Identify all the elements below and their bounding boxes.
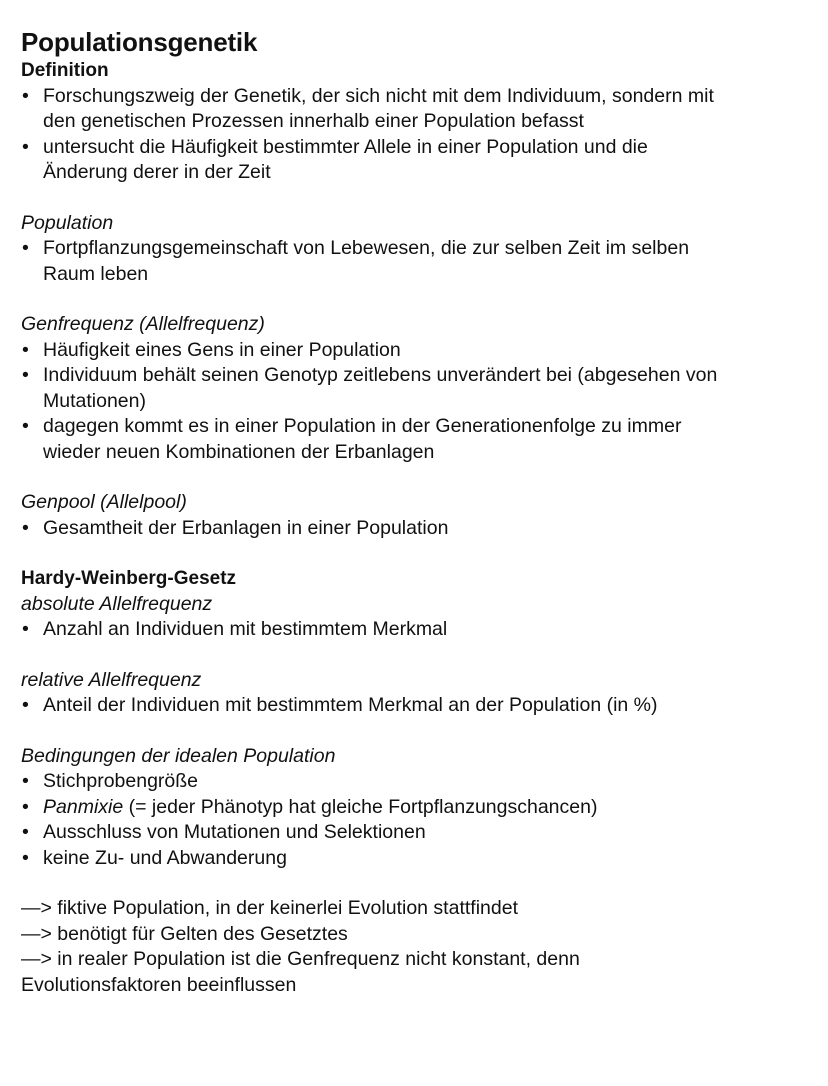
section-heading-hardy-weinberg: Hardy-Weinberg-Gesetz: [21, 568, 237, 589]
relative-list: [21, 693, 811, 719]
bullet-icon: •: [22, 694, 29, 716]
conclusion-line: —> in realer Population ist die Genfrequenz nicht konstant, denn: [21, 948, 580, 970]
list-item: • Anzahl an Individuen mit bestimmtem Merkmal: [21, 617, 811, 643]
genfrequenz-list: [21, 338, 811, 466]
section-population: [21, 211, 811, 288]
spacer: [21, 643, 811, 668]
panmixie-term: Panmixie: [43, 795, 124, 818]
list-item: • dagegen kommt es in einer Population in der Generationenfolge zu immer wieder neuen Kombinationen der Erbanlagen: [22, 415, 682, 463]
bullet-icon: •: [22, 770, 29, 792]
spacer: [21, 465, 811, 490]
list-item: • Häufigkeit eines Gens in einer Population: [21, 338, 811, 364]
section-heading-population: Population: [21, 211, 114, 234]
bullet-icon: •: [22, 415, 29, 437]
population-list: [21, 236, 811, 287]
bullet-icon: •: [22, 237, 29, 259]
list-item: • Stichprobengröße: [21, 769, 811, 795]
section-heading-genpool: Genpool (Allelpool): [21, 491, 187, 513]
spacer: [21, 719, 811, 744]
genpool-list: [21, 516, 811, 542]
list-item: • Ausschluss von Mutationen und Selektionen: [21, 820, 811, 846]
conclusions: [21, 896, 811, 998]
conclusion-line: —> fiktive Population, in der keinerlei Evolution stattfindet: [21, 897, 518, 919]
list-item: • untersucht die Häufigkeit bestimmter Allele in einer Population und die Änderung derer in der Zeit: [22, 135, 648, 183]
conclusion-line: Evolutionsfaktoren beeinflussen: [21, 973, 297, 996]
absolute-list: [21, 617, 811, 643]
spacer: [21, 287, 811, 312]
section-hardy-weinberg: [21, 566, 811, 998]
subheading-absolute-allelfrequenz: absolute Allelfrequenz: [21, 592, 213, 615]
list-item: • Fortpflanzungsgemeinschaft von Lebewesen, die zur selben Zeit im selben Raum leben: [22, 237, 690, 285]
section-heading-genfrequenz: Genfrequenz (Allelfrequenz): [21, 313, 265, 335]
list-item: • Individuum behält seinen Genotyp zeitlebens unverändert bei (abgesehen von Mutationen): [22, 364, 718, 412]
definition-list: [21, 84, 811, 186]
section-genfrequenz: [21, 312, 811, 465]
subheading-bedingungen: Bedingungen der idealen Population: [21, 744, 336, 767]
bullet-icon: •: [22, 846, 29, 869]
spacer: [21, 871, 811, 896]
list-item: • Anteil der Individuen mit bestimmtem Merkmal an der Population (in %): [21, 693, 811, 719]
spacer: [21, 186, 811, 211]
subheading-relative-allelfrequenz: relative Allelfrequenz: [21, 668, 202, 691]
list-item: • Panmixie (= jeder Phänotyp hat gleiche Fortpflanzungschancen): [21, 795, 811, 821]
bullet-icon: •: [22, 821, 29, 843]
list-item: • keine Zu- und Abwanderung: [21, 846, 811, 872]
bullet-icon: •: [22, 135, 29, 158]
bullet-icon: •: [22, 516, 29, 539]
spacer: [21, 541, 811, 566]
section-genpool: [21, 490, 811, 541]
section-heading-definition: Definition: [21, 60, 109, 81]
page-title: Populationsgenetik: [21, 27, 258, 57]
bullet-icon: •: [22, 618, 29, 640]
bullet-icon: •: [22, 338, 29, 361]
bullet-icon: •: [22, 84, 29, 107]
section-definition: [21, 58, 811, 186]
document: [21, 26, 811, 998]
list-item: • Gesamtheit der Erbanlagen in einer Population: [21, 516, 811, 542]
bullet-icon: •: [22, 795, 29, 818]
bedingungen-list: [21, 769, 811, 871]
bullet-icon: •: [22, 364, 29, 386]
list-item: • Forschungszweig der Genetik, der sich nicht mit dem Individuum, sondern mit den genetischen Prozessen innerhalb einer Population befasst: [22, 84, 714, 132]
conclusion-line: —> benötigt für Gelten des Gesetztes: [21, 922, 348, 945]
